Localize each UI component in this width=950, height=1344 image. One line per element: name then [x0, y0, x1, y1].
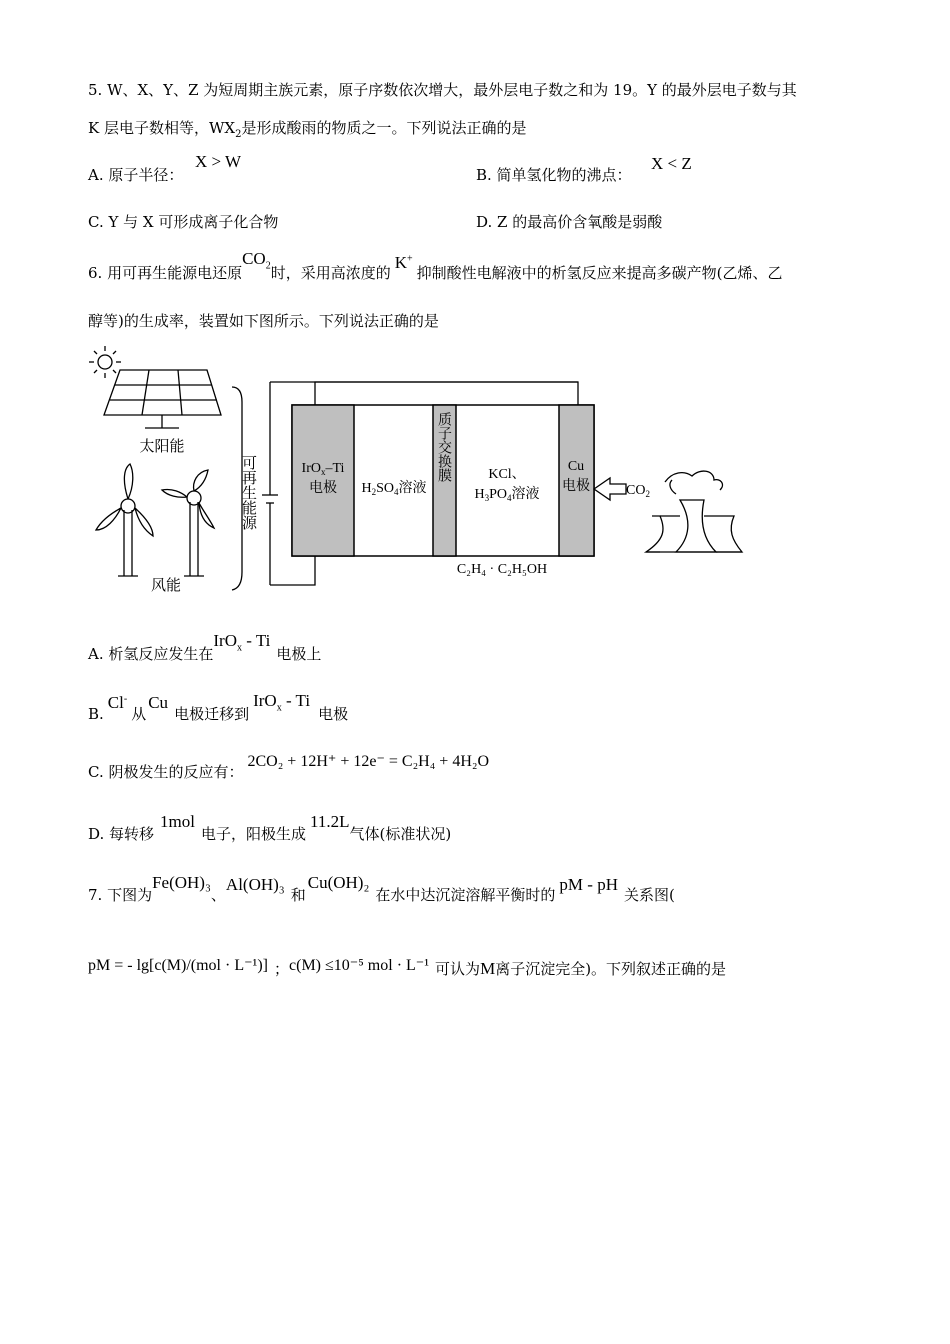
q7-m: M	[480, 959, 496, 978]
q5-option-b-label: B. 简单氢化物的沸点：	[476, 166, 632, 184]
electrolysis-diagram	[80, 340, 760, 595]
q6-co2-sub: 2	[265, 260, 271, 272]
renewable-label: 可再生能源	[240, 455, 258, 530]
factory-chimney-icon	[646, 471, 742, 552]
q6-stem-b: 时，采用高浓度的	[270, 264, 391, 282]
co2-inlet-a: CO	[626, 483, 646, 498]
q6-option-b-formula	[253, 691, 311, 714]
q7-pm-ph: pM - pH	[559, 875, 618, 894]
q6-stem-line1	[88, 249, 783, 285]
h2so4-sub2: 4	[394, 487, 399, 497]
q6-option-b	[88, 691, 349, 726]
q6-k-sup: +	[407, 253, 413, 265]
q5-option-d: D. Z 的最高价含氧酸是弱酸	[476, 213, 663, 231]
co2-inlet-sub: 2	[645, 489, 650, 499]
q6-option-b-sub: x	[276, 702, 282, 714]
q6-option-c-equation: 2CO₂ + 12H⁺ + 12e⁻ = C₂H₄ + 4H₂O	[247, 753, 489, 770]
q6-stem-c: 抑制酸性电解液中的析氢反应来提高多碳产物(乙烯、乙	[416, 264, 783, 282]
q6-option-a-formula	[213, 631, 271, 654]
q7-al-oh3: Al(OH)₃	[225, 875, 285, 894]
q7-stem-e: 离子沉淀完全)。下列叙述正确的是	[495, 960, 727, 978]
q7-sep1: 、	[210, 886, 226, 904]
membrane-label: 质子交换膜	[436, 412, 452, 482]
q5-stem-line2-sub: 2	[235, 129, 242, 140]
q7-stem-b: 在水中达沉淀溶解平衡时的	[375, 886, 556, 904]
q6-option-d-vol: 11.2L	[310, 812, 350, 831]
q6-option-b-cl: Cl	[107, 693, 124, 712]
q6-option-b-label: B.	[88, 705, 104, 723]
solar-panel-icon	[104, 370, 221, 428]
q6-option-b-from: 从	[131, 705, 147, 723]
q6-k-main: K	[394, 253, 408, 272]
h2so4-a: H	[361, 481, 372, 496]
h3po4-label	[474, 485, 539, 503]
h3po4-a: H	[474, 487, 485, 502]
q6-option-c	[88, 753, 489, 781]
q7-fe-oh3: Fe(OH)₃	[152, 873, 211, 892]
q5-option-a-expr: X > W	[195, 152, 242, 171]
q6-option-b-iro: IrO	[253, 691, 277, 710]
q6-co2-main: CO	[242, 249, 266, 268]
q6-k-ion	[395, 253, 413, 272]
h3po4-b: PO	[489, 487, 508, 502]
q7-stem-line1	[88, 873, 675, 904]
left-electrode-iro: IrO	[301, 461, 321, 476]
q6-co2	[242, 249, 271, 272]
sun-icon	[89, 346, 121, 378]
q7-condition: c(M) ≤10⁻⁵ mol · L⁻¹	[289, 957, 430, 974]
wind-label: 风能	[150, 578, 182, 594]
h2so4-label	[361, 479, 426, 497]
q6-option-c-label: C. 阴极发生的反应有：	[88, 763, 244, 781]
left-electrode-line2: 电极	[309, 481, 337, 496]
q5-option-b-expr: X < Z	[651, 154, 692, 173]
co2-inlet-arrow-icon	[594, 478, 626, 500]
h3po4-sub1: 3	[484, 493, 490, 503]
q6-option-d-c: 气体(标准状况)	[349, 825, 452, 843]
q5-stem-line1: 5. W、X、Y、Z 为短周期主族元素，原子序数依次增大，最外层电子数之和为 19。Y 的最外层电子数与其	[88, 81, 797, 99]
q6-stem-a: 6. 用可再生能源电还原	[88, 264, 243, 282]
q6-option-b-cu: Cu	[148, 693, 169, 712]
q5-option-c: C. Y 与 X 可形成离子化合物	[88, 213, 279, 231]
q6-option-d	[88, 812, 452, 843]
q7-stem-d: 可认为	[435, 960, 481, 978]
h3po4-c: 溶液	[511, 487, 540, 502]
h2so4-b: SO	[376, 481, 395, 496]
h2so4-sub1: 2	[371, 487, 377, 497]
cu-electrode-line2: 电极	[562, 479, 590, 494]
q6-option-d-b: 电子，阳极生成	[200, 825, 306, 843]
cu-electrode-line1: Cu	[567, 459, 585, 474]
q7-cu-oh2: Cu(OH)₂	[307, 873, 370, 892]
q6-option-a-tail: 电极上	[276, 645, 322, 663]
q6-option-a-iro: IrO	[213, 631, 237, 650]
q5-stem-line2	[88, 121, 526, 140]
q6-option-a	[88, 631, 322, 666]
q6-option-d-a: D. 每转移	[88, 825, 155, 843]
q5-stem-line2-b: 是形成酸雨的物质之一。下列说法正确的是	[241, 119, 527, 137]
q6-option-a-sub: x	[236, 642, 242, 654]
wind-turbine-icon	[96, 464, 214, 576]
solar-label: 太阳能	[139, 439, 185, 455]
q7-stem-c: 关系图(	[623, 886, 675, 904]
q6-option-d-mol: 1mol	[160, 812, 195, 831]
h3po4-sub2: 4	[507, 493, 512, 503]
q7-stem-line2	[88, 957, 727, 978]
products-label: C₂H₄ · C₂H₅OH	[456, 562, 548, 577]
q6-option-a-ti: - Ti	[241, 631, 271, 650]
co2-inlet-label	[626, 483, 650, 499]
q6-option-b-ti: - Ti	[281, 691, 311, 710]
q6-option-a-text: A. 析氢反应发生在	[88, 645, 214, 663]
q5-stem-line2-a: K 层电子数相等，WX	[88, 119, 236, 137]
q7-stem-a: 7. 下图为	[88, 886, 153, 904]
q6-option-b-sup: -	[123, 693, 128, 705]
q5-option-a-label: A. 原子半径：	[88, 166, 184, 184]
q6-option-b-to: 电极迁移到	[174, 705, 250, 723]
h2so4-c: 溶液	[398, 481, 427, 496]
q7-semicolon: ；	[274, 960, 290, 978]
q6-stem-line2: 醇等)的生成率，装置如下图所示。下列说法正确的是	[88, 312, 439, 330]
q6-option-b-tail: 电极	[318, 705, 349, 723]
q7-he: 和	[290, 886, 306, 904]
q6-option-b-ion	[108, 693, 127, 712]
left-electrode-ti: –Ti	[325, 461, 345, 476]
left-electrode-sub: x	[320, 467, 326, 477]
kcl-label: KCl、	[488, 467, 526, 482]
q7-pm-formula: pM = - lg[c(M)/(mol · L⁻¹)]	[88, 957, 268, 974]
